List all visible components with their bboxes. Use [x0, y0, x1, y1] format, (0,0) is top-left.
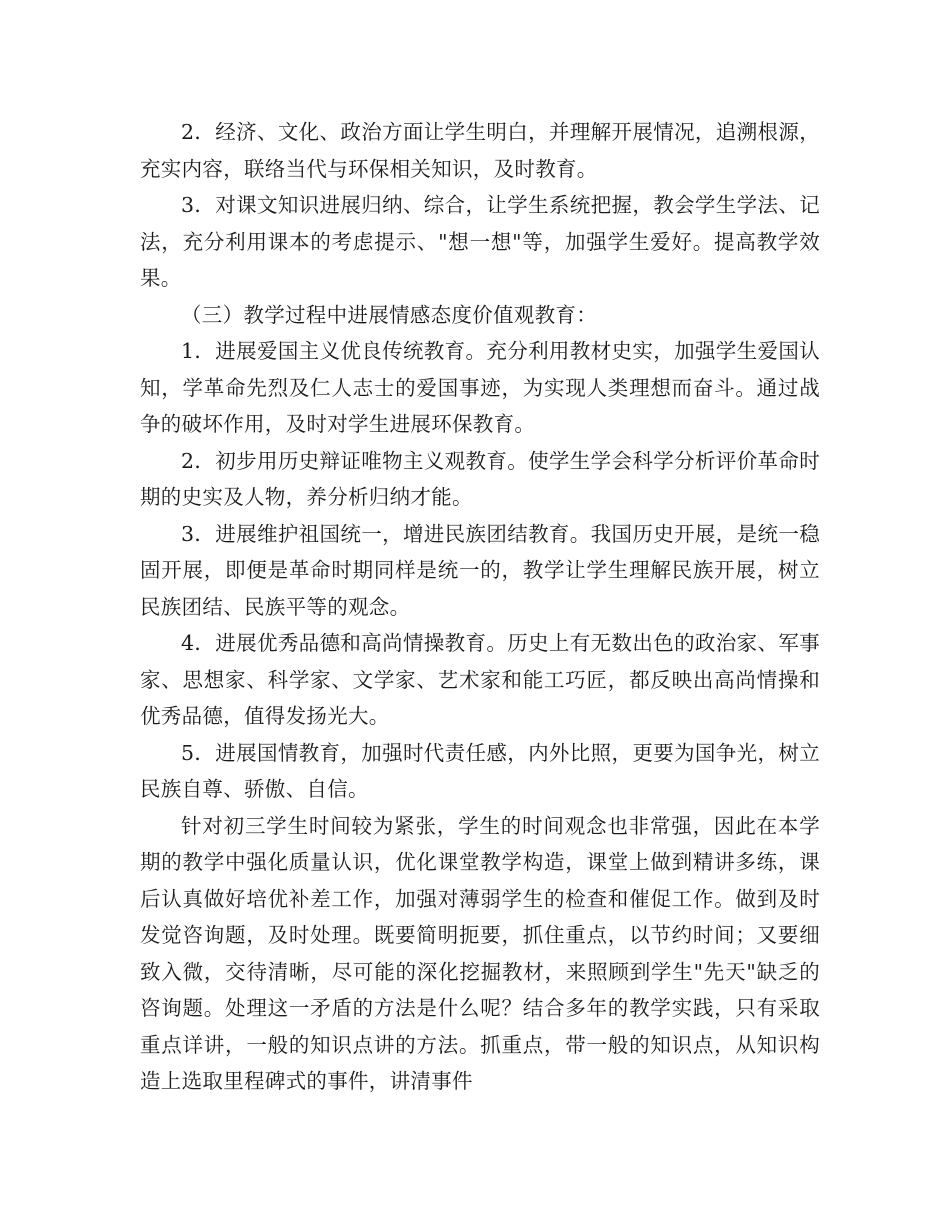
paragraph-national-unity: 3．进展维护祖国统一，增进民族团结教育。我国历史开展，是统一稳固开展，即便是革命时期同样是统一的，教学让学生理解民族开展，树立民族团结、民族平等的观念。 — [140, 521, 820, 619]
paragraph-economy-culture-politics: 2．经济、文化、政治方面让学生明白，并理解开展情况，追溯根源，充实内容，联络当代与环保相关知识，及时教育。 — [140, 120, 820, 181]
paragraph-national-conditions: 5．进展国情教育，加强时代责任感，内外比照，更要为国争光，树立民族自尊、骄傲、自信。 — [140, 740, 820, 801]
paragraph-knowledge-summary: 3．对课文知识进展归纳、综合，让学生系统把握，教会学生学法、记法，充分利用课本的考虑提示、"想一想"等，加强学生爱好。提高教学效果。 — [140, 193, 820, 290]
paragraph-patriotism-education: 1．进展爱国主义优良传统教育。充分利用教材史实，加强学生爱国认知，学革命先烈及仁人志士的爱国事迹，为实现人类理想而奋斗。通过战争的破坏作用，及时对学生进展环保教育。 — [140, 339, 820, 436]
paragraph-teaching-strategy: 针对初三学生时间较为紧张，学生的时间观念也非常强，因此在本学期的教学中强化质量认识，优化课堂教学构造，课堂上做到精讲多练，课后认真做好培优补差工作，加强对薄弱学生的检查和催促工作。做到及时发觉咨询题，及时处理。既要简明扼要，抓住重点，以节约时间；又要细致入微，交待清晰，尽可能的深化挖掘教材，来照顾到学生"先天"缺乏的咨询题。处理这一矛盾的方法是什么呢？结合多年的教学实践，只有采取重点详讲，一般的知识点讲的方法。抓重点，带一般的知识点，从知识构造上选取里程碑式的事件，讲清事件 — [140, 813, 820, 1093]
section-heading-values-education: （三）教学过程中进展情感态度价值观教育： — [181, 302, 597, 327]
document-body — [140, 114, 820, 1100]
paragraph-moral-character: 4．进展优秀品德和高尚情操教育。历史上有无数出色的政治家、军事家、思想家、科学家、文学家、艺术家和能工巧匠，都反映出高尚情操和优秀品德，值得发扬光大。 — [140, 631, 820, 728]
paragraph-dialectical-materialism: 2．初步用历史辩证唯物主义观教育。使学生学会科学分析评价革命时期的史实及人物，养分析归纳才能。 — [140, 448, 820, 509]
